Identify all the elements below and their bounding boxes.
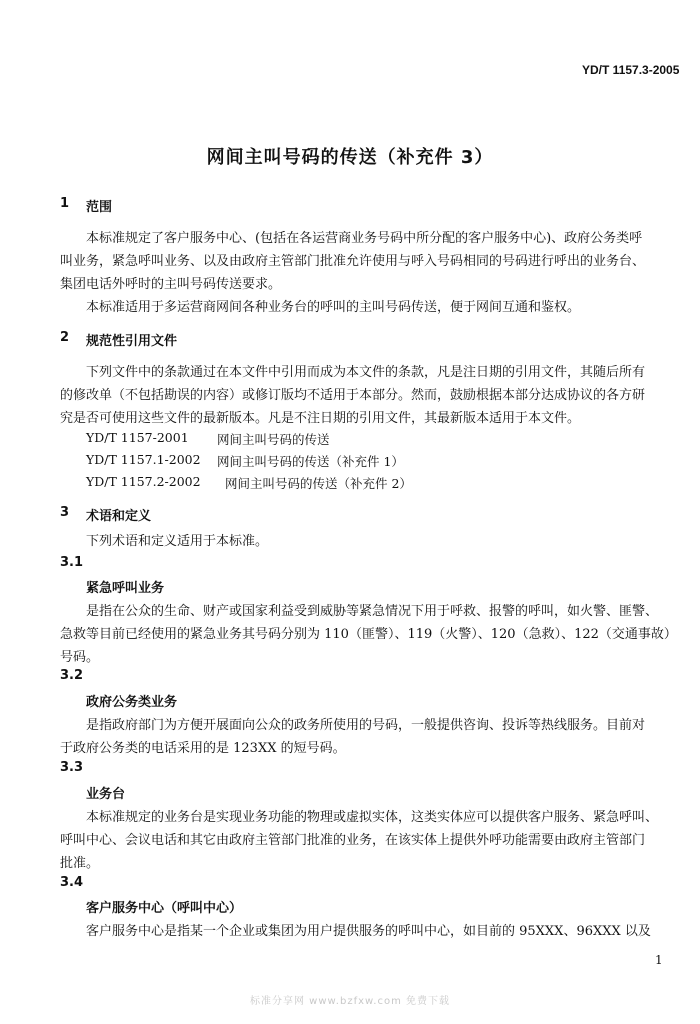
term-3-3-name: 业务台 xyxy=(86,787,126,802)
section-2-paragraph-line-3: 究是否可使用这些文件的最新版本。凡是不注日期的引用文件，其最新版本适用于本文件。 xyxy=(60,411,581,426)
section-2-number: 2 xyxy=(60,330,70,345)
term-3-3-definition-line-3: 批准。 xyxy=(60,856,100,871)
section-2-paragraph-line-1: 下列文件中的条款通过在本文件中引用而成为本文件的条款，凡是注日期的引用文件，其随后所有 xyxy=(86,365,646,380)
term-3-3-definition-line-1: 本标准规定的业务台是实现业务功能的物理或虚拟实体，这类实体应可以提供客户服务、紧急呼叫、 xyxy=(86,810,659,825)
section-1-paragraph-2: 本标准适用于多运营商网间各种业务台的呼叫的主叫号码传送，便于网间互通和鉴权。 xyxy=(86,300,581,315)
term-3-4-name: 客户服务中心（呼叫中心） xyxy=(86,901,243,916)
section-1-number: 1 xyxy=(60,196,70,211)
section-3-intro: 下列术语和定义适用于本标准。 xyxy=(86,534,269,549)
term-3-4-definition-line-1: 客户服务中心是指某一个企业或集团为用户提供服务的呼叫中心，如目前的 95XXX、96XXX 以及 xyxy=(86,924,651,939)
term-3-1-definition-line-3: 号码。 xyxy=(60,650,100,665)
watermark-text: 标准分享网 www.bzfxw.com 免费下载 xyxy=(250,996,450,1007)
reference-2-code: YD/T 1157.1-2002 xyxy=(86,452,201,467)
term-3-1-number: 3.1 xyxy=(60,555,84,570)
reference-2-title: 网间主叫号码的传送（补充件 1） xyxy=(217,454,404,469)
document-title: 网间主叫号码的传送（补充件 3） xyxy=(206,147,494,168)
term-3-2-number: 3.2 xyxy=(60,668,84,683)
section-1-paragraph-1-line-2: 叫业务，紧急呼叫业务、以及由政府主管部门批准允许使用与呼入号码相同的号码进行呼出的业务台、 xyxy=(60,254,646,269)
section-2-title: 规范性引用文件 xyxy=(86,334,178,349)
term-3-2-definition-line-1: 是指政府部门为方便开展面向公众的政务所使用的号码，一般提供咨询、投诉等热线服务。目前对 xyxy=(86,718,646,733)
term-3-2-definition-line-2: 于政府公务类的电话采用的是 123XX 的短号码。 xyxy=(60,741,346,756)
term-3-3-number: 3.3 xyxy=(60,760,84,775)
section-2-paragraph-line-2: 的修改单（不包括勘误的内容）或修订版均不适用于本部分。然而，鼓励根据本部分达成协议的各方研 xyxy=(60,388,646,403)
section-3-title: 术语和定义 xyxy=(86,509,152,524)
section-3-number: 3 xyxy=(60,505,70,520)
section-1-paragraph-1-line-1: 本标准规定了客户服务中心、(包括在各运营商业务号码中所分配的客户服务中心)、政府公务类呼 xyxy=(86,231,643,246)
term-3-4-number: 3.4 xyxy=(60,875,84,890)
section-1-paragraph-1-line-3: 集团电话外呼时的主叫号码传送要求。 xyxy=(60,277,282,292)
reference-1-title: 网间主叫号码的传送 xyxy=(217,432,330,447)
section-1-title: 范围 xyxy=(86,200,113,215)
term-3-2-name: 政府公务类业务 xyxy=(86,695,178,710)
term-3-1-name: 紧急呼叫业务 xyxy=(86,581,165,596)
reference-3-code: YD/T 1157.2-2002 xyxy=(86,474,201,489)
term-3-3-definition-line-2: 呼叫中心、会议电话和其它由政府主管部门批准的业务，在该实体上提供外呼功能需要由政府主管部门 xyxy=(60,833,646,848)
standard-code: YD/T 1157.3-2005 xyxy=(582,63,680,77)
page-number: 1 xyxy=(655,953,663,967)
reference-1-code: YD/T 1157-2001 xyxy=(86,430,189,445)
term-3-1-definition-line-1: 是指在公众的生命、财产或国家利益受到威胁等紧急情况下用于呼救、报警的呼叫，如火警、匪警、 xyxy=(86,604,659,619)
reference-3-title: 网间主叫号码的传送（补充件 2） xyxy=(225,476,412,491)
term-3-1-definition-line-2: 急救等目前已经使用的紧急业务其号码分别为 110（匪警）、119（火警）、120（急救）、122（交通事故） xyxy=(60,627,677,642)
